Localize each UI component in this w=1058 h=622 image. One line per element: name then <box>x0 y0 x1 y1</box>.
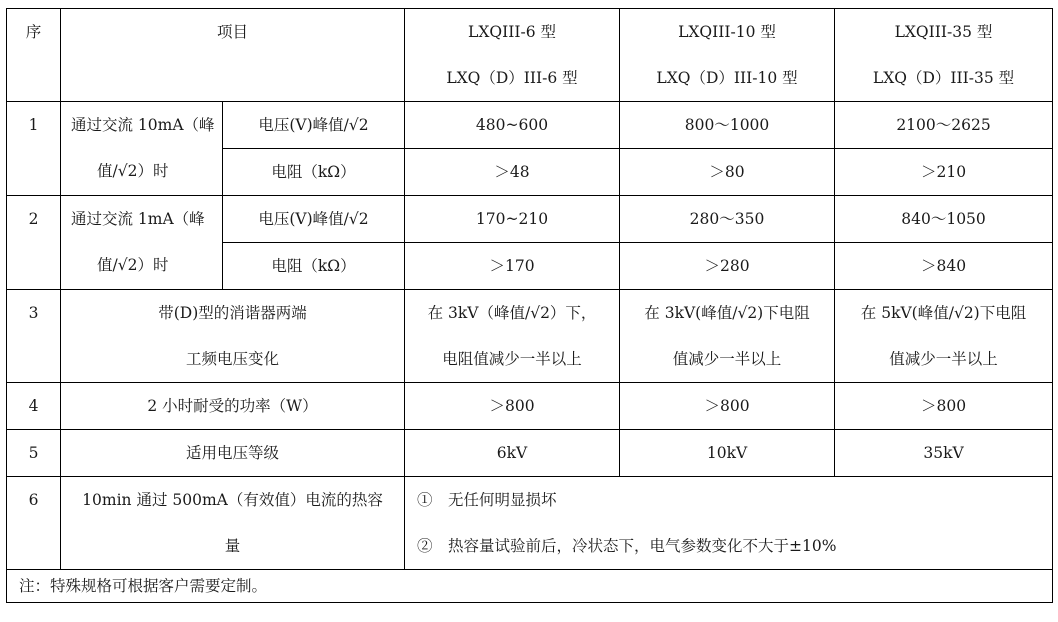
header-model-10: LXQIII-10 型 LXQ（D）III-10 型 <box>620 9 835 102</box>
header-seq: 序 <box>25 23 42 41</box>
row-value: 2100～2625 <box>835 102 1053 149</box>
row-value: ＞840 <box>835 243 1053 290</box>
table-row <box>7 477 1053 570</box>
row-value: ＞80 <box>620 149 835 196</box>
header-model-6: LXQIII-6 型 LXQ（D）III-6 型 <box>405 9 620 102</box>
row-value: 10kV <box>620 430 835 477</box>
row-value-merged: ① 无任何明显损坏 ② 热容量试验前后，冷状态下，电气参数变化不大于±10% <box>405 477 1053 570</box>
row-value: ＞280 <box>620 243 835 290</box>
row-param-voltage: 电压(V)峰值/√2 <box>223 102 405 149</box>
table-row <box>7 383 1053 430</box>
table-row <box>7 290 1053 383</box>
note-row <box>7 570 1053 603</box>
row-seq: 6 <box>7 477 61 570</box>
header-item-cell <box>61 9 405 102</box>
row-seq: 2 <box>7 196 61 290</box>
header-model-35: LXQIII-35 型 LXQ（D）III-35 型 <box>835 9 1053 102</box>
row-seq: 1 <box>7 102 61 196</box>
row-item: 带(D)型的消谐器两端 工频电压变化 <box>61 290 405 383</box>
row-param-voltage: 电压(V)峰值/√2 <box>223 196 405 243</box>
row-param-resistance: 电阻（kΩ） <box>223 149 405 196</box>
row-item: 适用电压等级 <box>61 430 405 477</box>
row-value: 在 3kV（峰值/√2）下， 电阻值减少一半以上 <box>405 290 620 383</box>
table-row <box>7 196 1053 243</box>
row-value: ＞800 <box>405 383 620 430</box>
spec-table <box>6 8 1053 603</box>
row-value: 800～1000 <box>620 102 835 149</box>
note-cell <box>7 570 1053 603</box>
row-value: 6kV <box>405 430 620 477</box>
header-row <box>7 9 1053 102</box>
row-value: 在 3kV(峰值/√2)下电阻 值减少一半以上 <box>620 290 835 383</box>
row-seq: 5 <box>7 430 61 477</box>
header-item: 项目 <box>217 23 249 41</box>
row-item: 2 小时耐受的功率（W） <box>61 383 405 430</box>
row-value: 170~210 <box>405 196 620 243</box>
table-row <box>7 102 1053 149</box>
row-value: ＞800 <box>835 383 1053 430</box>
row-item: 通过交流 1mA（峰 值/√2）时 <box>61 196 223 290</box>
row-value: ＞800 <box>620 383 835 430</box>
row-value: 480~600 <box>405 102 620 149</box>
row-seq: 3 <box>7 290 61 383</box>
row-item: 10min 通过 500mA（有效值）电流的热容 量 <box>61 477 405 570</box>
row-value: 840～1050 <box>835 196 1053 243</box>
row-item: 通过交流 10mA（峰 值/√2）时 <box>61 102 223 196</box>
table-row <box>7 430 1053 477</box>
row-value: 280～350 <box>620 196 835 243</box>
row-value: ＞48 <box>405 149 620 196</box>
row-param-resistance: 电阻（kΩ） <box>223 243 405 290</box>
row-value: ＞170 <box>405 243 620 290</box>
row-value: 在 5kV(峰值/√2)下电阻 值减少一半以上 <box>835 290 1053 383</box>
row-value: ＞210 <box>835 149 1053 196</box>
row-value: 35kV <box>835 430 1053 477</box>
header-seq-cell <box>7 9 61 102</box>
row-seq: 4 <box>7 383 61 430</box>
note-text: 注：特殊规格可根据客户需要定制。 <box>19 577 268 595</box>
